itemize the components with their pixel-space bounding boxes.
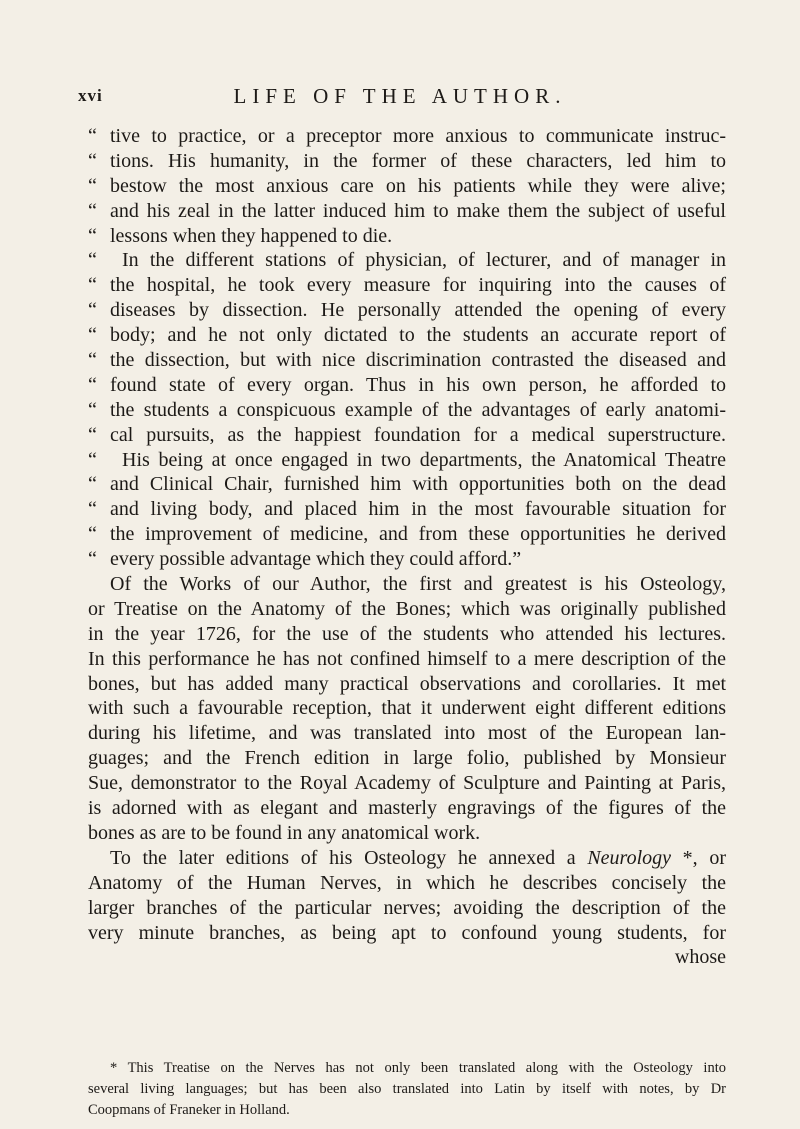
text-line bbox=[88, 647, 726, 672]
text-line bbox=[88, 796, 726, 821]
text-line bbox=[88, 149, 726, 174]
line-text: and living body, and placed him in the most favourable situation for bbox=[110, 498, 726, 521]
text-line bbox=[88, 771, 726, 796]
quote-mark: “ bbox=[88, 274, 97, 297]
quote-mark: “ bbox=[88, 448, 97, 471]
text-line bbox=[88, 721, 726, 746]
line-text: Anatomy of the Human Nerves, in which he describes concisely the bbox=[88, 871, 726, 894]
text-line bbox=[88, 921, 726, 946]
line-text: cal pursuits, as the happiest foundation for a medical superstructure. bbox=[110, 423, 726, 446]
line-text: Of the Works of our Author, the first and greatest is his Osteology, bbox=[110, 573, 726, 596]
line-text: or Treatise on the Anatomy of the Bones; which was originally published bbox=[88, 597, 726, 620]
line-text: bones, but has added many practical observations and corollaries. It met bbox=[88, 672, 726, 695]
text-line bbox=[88, 323, 726, 348]
line-text: is adorned with as elegant and masterly engravings of the figures of the bbox=[88, 797, 726, 820]
quote-mark: “ bbox=[88, 523, 97, 546]
line-text: with such a favourable reception, that it underwent eight different editions bbox=[88, 697, 726, 720]
text-line bbox=[88, 572, 726, 597]
text-line bbox=[88, 174, 726, 199]
page-number: xvi bbox=[78, 86, 103, 105]
line-text: In the different stations of physician, of lecturer, and of manager in bbox=[122, 249, 726, 272]
line-text: the improvement of medicine, and from these opportunities he derived bbox=[110, 523, 726, 546]
line-text: To the later editions of his Osteology he annexed a Neurology *, or bbox=[110, 846, 726, 869]
quote-mark: “ bbox=[88, 149, 97, 172]
text-line bbox=[88, 472, 726, 497]
line-text: His being at once engaged in two departments, the Anatomical Theatre bbox=[122, 448, 726, 471]
line-text: very minute branches, as being apt to confound young students, for bbox=[88, 921, 726, 944]
line-text: during his lifetime, and was translated into most of the European lan- bbox=[88, 722, 726, 745]
text-line bbox=[88, 547, 726, 572]
text-line bbox=[88, 448, 726, 473]
quote-mark: “ bbox=[88, 473, 97, 496]
text-line bbox=[88, 398, 726, 423]
text-line bbox=[88, 224, 726, 249]
line-text: diseases by dissection. He personally attended the opening of every bbox=[110, 299, 726, 322]
line-text: the hospital, he took every measure for inquiring into the causes of bbox=[110, 274, 726, 297]
quote-mark: “ bbox=[88, 324, 97, 347]
line-text: every possible advantage which they could afford.” bbox=[110, 548, 522, 571]
line-text: the dissection, but with nice discrimination contrasted the diseased and bbox=[110, 349, 726, 372]
line-text: bestow the most anxious care on his patients while they were alive; bbox=[110, 174, 726, 197]
body-text bbox=[88, 124, 726, 970]
quote-mark: “ bbox=[88, 498, 97, 521]
text-line bbox=[88, 622, 726, 647]
line-text: lessons when they happened to die. bbox=[110, 224, 393, 247]
text-line bbox=[88, 348, 726, 373]
quote-mark: “ bbox=[88, 548, 97, 571]
text-line bbox=[88, 821, 726, 846]
text-line bbox=[88, 522, 726, 547]
quote-mark: “ bbox=[88, 125, 97, 147]
text-line bbox=[88, 273, 726, 298]
line-text: bones as are to be found in any anatomical work. bbox=[88, 821, 481, 844]
text-line bbox=[88, 896, 726, 921]
line-text: guages; and the French edition in large folio, published by Monsieur bbox=[88, 747, 726, 770]
text-line bbox=[88, 871, 726, 896]
line-text: tive to practice, or a preceptor more anxious to communicate instruc- bbox=[110, 125, 726, 147]
text-line bbox=[88, 497, 726, 522]
running-head bbox=[0, 84, 800, 114]
text-line bbox=[88, 248, 726, 273]
line-text: In this performance he has not confined himself to a mere description of the bbox=[88, 647, 726, 670]
running-title: LIFE OF THE AUTHOR. bbox=[233, 84, 567, 108]
line-text: tions. His humanity, in the former of these characters, led him to bbox=[110, 149, 726, 172]
text-line bbox=[88, 597, 726, 622]
line-text: body; and he not only dictated to the students an accurate report of bbox=[110, 324, 726, 347]
quote-mark: “ bbox=[88, 224, 97, 247]
footnote-line: several living languages; but has been also translated into Latin by itself with notes, by Dr bbox=[88, 1081, 726, 1097]
text-line bbox=[88, 423, 726, 448]
quote-mark: “ bbox=[88, 299, 97, 322]
text-line bbox=[88, 672, 726, 697]
line-text: and Clinical Chair, furnished him with opportunities both on the dead bbox=[110, 473, 726, 496]
italic-term: Neurology bbox=[587, 846, 672, 869]
line-text: larger branches of the particular nerves; avoiding the description of the bbox=[88, 896, 726, 919]
line-text: Sue, demonstrator to the Royal Academy of Sculpture and Painting at Paris, bbox=[88, 772, 726, 795]
quote-mark: “ bbox=[88, 174, 97, 197]
text-line bbox=[88, 373, 726, 398]
text-line bbox=[88, 199, 726, 224]
quote-mark: “ bbox=[88, 249, 97, 272]
footnote-line: * This Treatise on the Nerves has not only been translated along with the Osteology into bbox=[110, 1060, 726, 1076]
text-line bbox=[88, 846, 726, 871]
line-text: found state of every organ. Thus in his own person, he afforded to bbox=[110, 373, 726, 396]
line-text: whose bbox=[674, 946, 726, 969]
text-line bbox=[88, 124, 726, 149]
text-line bbox=[88, 746, 726, 771]
footnote-line: Coopmans of Franeker in Holland. bbox=[88, 1102, 290, 1118]
line-text: and his zeal in the latter induced him to make them the subject of useful bbox=[110, 199, 726, 222]
quote-mark: “ bbox=[88, 349, 97, 372]
text-line bbox=[88, 298, 726, 323]
text-line bbox=[88, 945, 726, 970]
line-text: in the year 1726, for the use of the students who attended his lectures. bbox=[88, 622, 726, 645]
quote-mark: “ bbox=[88, 199, 97, 222]
quote-mark: “ bbox=[88, 398, 97, 421]
text-line bbox=[88, 696, 726, 721]
footnote bbox=[88, 1058, 726, 1121]
quote-mark: “ bbox=[88, 373, 97, 396]
quote-mark: “ bbox=[88, 423, 97, 446]
line-text: the students a conspicuous example of the advantages of early anatomi- bbox=[110, 398, 726, 421]
